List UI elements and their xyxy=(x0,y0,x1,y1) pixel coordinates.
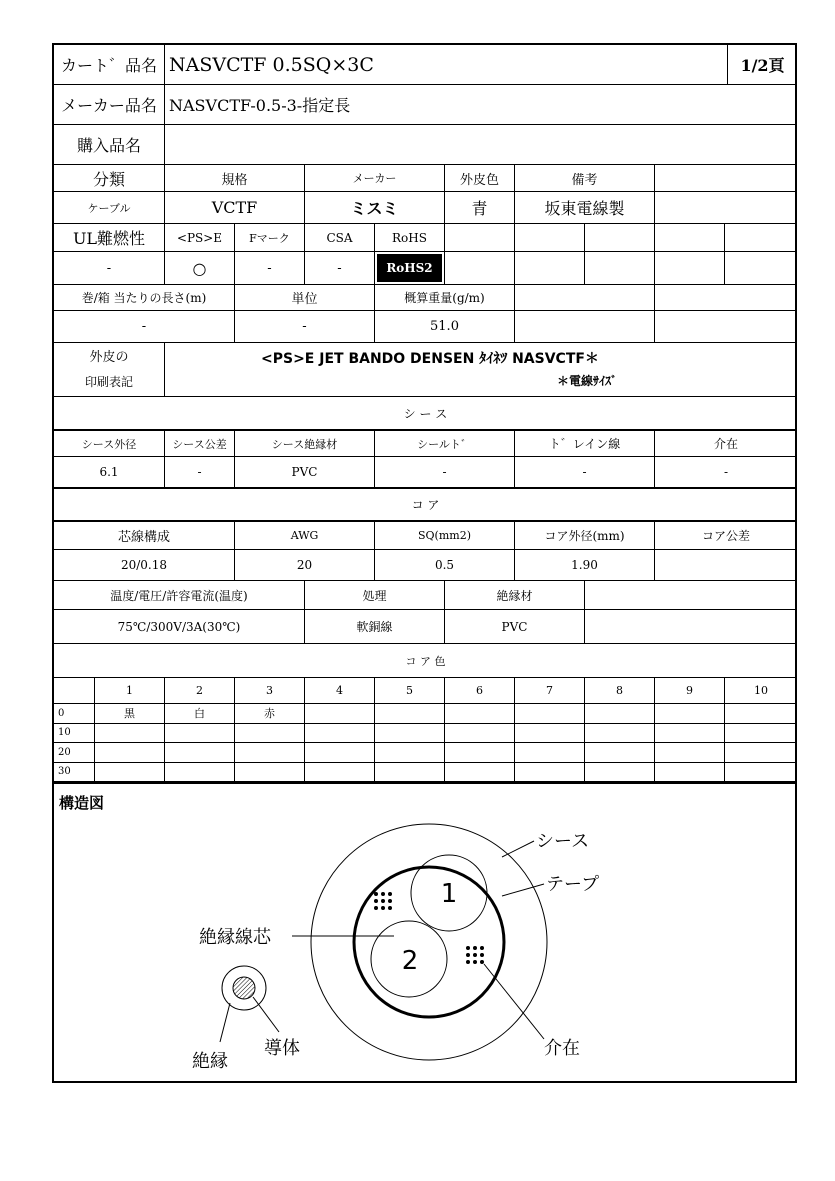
color-col-header: 4 xyxy=(305,678,375,704)
color-cell xyxy=(515,724,585,744)
reel-header-blank-2 xyxy=(655,285,797,311)
conductor-callout: 導体 xyxy=(264,1038,300,1059)
maker-name-value: NASVCTF-0.5-3-指定長 xyxy=(165,85,797,125)
color-cell xyxy=(235,724,305,744)
card-name-value: NASVCTF 0.5SQ×3C xyxy=(165,45,728,85)
core-1-label: 1 xyxy=(440,879,458,909)
print-marking-line1: <PS>E JET BANDO DENSEN ﾀｲﾈﾂ NASVCTF＊ xyxy=(261,350,599,367)
std-value-blank-3 xyxy=(585,252,655,285)
std-value-blank-4 xyxy=(655,252,725,285)
filler-callout: 介在 xyxy=(544,1038,580,1059)
core-header-sq: SQ(mm2) xyxy=(375,522,515,550)
core-value-od: 1.90 xyxy=(515,550,655,581)
std-header-rohs: RoHS xyxy=(375,224,445,252)
color-col-header: 3 xyxy=(235,678,305,704)
core-section-title: コ ア xyxy=(54,488,797,522)
color-cell xyxy=(585,704,655,724)
color-cell xyxy=(585,743,655,763)
color-grid-corner xyxy=(54,678,95,704)
rating-header-blank xyxy=(585,581,797,610)
print-marking-line2: ＊電線ｻｲｽﾞ xyxy=(557,373,618,388)
sheath-value-filler: - xyxy=(655,457,797,488)
color-col-header: 7 xyxy=(515,678,585,704)
rohs2-badge: RoHS2 xyxy=(377,254,442,282)
color-cell xyxy=(585,724,655,744)
std-header-blank-2 xyxy=(515,224,585,252)
std-value-fmark: - xyxy=(235,252,305,285)
rating-value-temp: 75℃/300V/3A(30℃) xyxy=(54,610,305,644)
rating-value-insulation: PVC xyxy=(445,610,585,644)
color-cell xyxy=(305,743,375,763)
insulated-core-callout: 絶縁線芯 xyxy=(199,927,271,948)
color-cell xyxy=(445,724,515,744)
sheath-leader xyxy=(502,841,534,857)
color-cell xyxy=(515,743,585,763)
color-cell xyxy=(725,763,797,783)
maker-name-label: メーカー品名 xyxy=(54,85,165,125)
structure-diagram-title: 構造図 xyxy=(59,794,105,812)
core-value-sq: 0.5 xyxy=(375,550,515,581)
core-header-strand: 芯線構成 xyxy=(54,522,235,550)
reel-header-blank-1 xyxy=(515,285,655,311)
sheath-value-shield: - xyxy=(375,457,515,488)
color-cell xyxy=(655,763,725,783)
color-col-header: 6 xyxy=(445,678,515,704)
color-row-label: 0 xyxy=(54,704,95,724)
color-col-header: 10 xyxy=(725,678,797,704)
reel-value-blank-2 xyxy=(655,311,797,343)
core-value-awg: 20 xyxy=(235,550,375,581)
color-cell xyxy=(445,704,515,724)
color-cell xyxy=(655,743,725,763)
std-header-fmark: Fマーク xyxy=(235,224,305,252)
std-header-blank-1 xyxy=(445,224,515,252)
color-cell xyxy=(445,763,515,783)
reel-value-blank-1 xyxy=(515,311,655,343)
std-value-rohs-cell xyxy=(375,252,445,285)
spec-value-category: ケーブル xyxy=(54,192,165,224)
color-col-header: 9 xyxy=(655,678,725,704)
rating-value-blank xyxy=(585,610,797,644)
reel-value-weight: 51.0 xyxy=(375,311,515,343)
std-header-ul: UL難燃性 xyxy=(54,224,165,252)
sheath-header-od: シース外径 xyxy=(54,431,165,457)
color-cell xyxy=(515,704,585,724)
color-cell xyxy=(235,763,305,783)
spec-value-blank xyxy=(655,192,797,224)
std-value-pse: ○ xyxy=(165,252,235,285)
insulation-callout: 絶縁 xyxy=(192,1051,228,1072)
color-cell xyxy=(305,704,375,724)
tape-circle xyxy=(354,867,504,1017)
color-cell xyxy=(165,743,235,763)
tape-leader xyxy=(502,884,544,896)
color-cell xyxy=(515,763,585,783)
color-cell xyxy=(725,743,797,763)
reel-value-length: - xyxy=(54,311,235,343)
spec-header-sheath-color: 外皮色 xyxy=(445,165,515,192)
sheath-header-insulation: シース絶縁材 xyxy=(235,431,375,457)
std-value-blank-2 xyxy=(515,252,585,285)
color-cell xyxy=(375,724,445,744)
spec-value-maker: ミスミ xyxy=(305,192,445,224)
color-cell xyxy=(445,743,515,763)
std-header-pse: <PS>E xyxy=(165,224,235,252)
sheath-header-filler: 介在 xyxy=(655,431,797,457)
spec-value-sheath-color: 青 xyxy=(445,192,515,224)
std-value-csa: - xyxy=(305,252,375,285)
reel-value-unit: - xyxy=(235,311,375,343)
cable-cross-section xyxy=(54,784,795,1083)
color-col-header: 1 xyxy=(95,678,165,704)
sheath-value-insulation: PVC xyxy=(235,457,375,488)
sheath-section-title: シ ー ス xyxy=(54,397,797,431)
sheath-header-tolerance: シース公差 xyxy=(165,431,235,457)
color-row-label: 30 xyxy=(54,763,95,783)
purchase-name-label: 購入品名 xyxy=(54,125,165,165)
rating-value-process: 軟銅線 xyxy=(305,610,445,644)
print-label-line1: 外皮の xyxy=(89,349,129,365)
sheath-callout: シース xyxy=(536,831,590,852)
color-cell xyxy=(235,743,305,763)
tape-callout: テープ xyxy=(546,874,600,895)
color-col-header: 8 xyxy=(585,678,655,704)
page-number: 1/2頁 xyxy=(728,45,797,85)
color-cell xyxy=(375,763,445,783)
color-cell xyxy=(375,704,445,724)
sheath-value-tolerance: - xyxy=(165,457,235,488)
core-2-label: 2 xyxy=(401,946,419,976)
insulation-leader xyxy=(220,1003,230,1042)
spec-header-blank xyxy=(655,165,797,192)
color-cell xyxy=(165,763,235,783)
core-value-tolerance xyxy=(655,550,797,581)
reel-header-unit: 単位 xyxy=(235,285,375,311)
purchase-name-value xyxy=(165,125,797,165)
core-value-strand: 20/0.18 xyxy=(54,550,235,581)
core-header-tolerance: コア公差 xyxy=(655,522,797,550)
color-cell xyxy=(305,724,375,744)
print-label-line2: 印刷表記 xyxy=(84,374,133,389)
reel-header-weight: 概算重量(g/m) xyxy=(375,285,515,311)
color-cell xyxy=(585,763,655,783)
color-cell: 赤 xyxy=(235,704,305,724)
rating-header-temp: 温度/電圧/許容電流(温度) xyxy=(54,581,305,610)
color-cell xyxy=(95,763,165,783)
filler-dots-right xyxy=(466,946,484,964)
filler-dots-left xyxy=(374,892,392,910)
color-cell: 黒 xyxy=(95,704,165,724)
core-header-od: コア外径(mm) xyxy=(515,522,655,550)
sheath-value-od: 6.1 xyxy=(54,457,165,488)
color-cell xyxy=(725,704,797,724)
std-header-blank-5 xyxy=(725,224,797,252)
spec-value-remarks: 坂東電線製 xyxy=(515,192,655,224)
color-cell: 白 xyxy=(165,704,235,724)
color-cell xyxy=(95,724,165,744)
print-label xyxy=(54,343,165,397)
sheath-header-drain: ト゛レイン線 xyxy=(515,431,655,457)
std-header-blank-3 xyxy=(585,224,655,252)
std-header-csa: CSA xyxy=(305,224,375,252)
sheath-circle xyxy=(311,824,547,1060)
conductor-circle xyxy=(233,977,255,999)
spec-header-maker: メーカー xyxy=(305,165,445,192)
std-value-blank-5 xyxy=(725,252,797,285)
core-color-title: コ ア 色 xyxy=(54,644,797,678)
color-cell xyxy=(95,743,165,763)
std-value-ul: - xyxy=(54,252,165,285)
spec-sheet xyxy=(52,43,797,1083)
std-value-blank-1 xyxy=(445,252,515,285)
color-cell xyxy=(375,743,445,763)
conductor-leader xyxy=(253,997,279,1032)
filler-leader xyxy=(484,964,544,1039)
color-cell xyxy=(305,763,375,783)
color-cell xyxy=(725,724,797,744)
color-cell xyxy=(655,724,725,744)
color-col-header: 2 xyxy=(165,678,235,704)
spec-value-standard: VCTF xyxy=(165,192,305,224)
spec-header-standard: 規格 xyxy=(165,165,305,192)
color-col-header: 5 xyxy=(375,678,445,704)
color-row-label: 10 xyxy=(54,724,95,744)
structure-diagram xyxy=(54,782,795,1083)
spec-header-category: 分類 xyxy=(54,165,165,192)
sheath-header-shield: シールト゛ xyxy=(375,431,515,457)
print-marking xyxy=(165,343,797,397)
card-name-label: カート゛品名 xyxy=(54,45,165,85)
color-cell xyxy=(655,704,725,724)
core-header-awg: AWG xyxy=(235,522,375,550)
rating-header-process: 処理 xyxy=(305,581,445,610)
color-row-label: 20 xyxy=(54,743,95,763)
sheath-value-drain: - xyxy=(515,457,655,488)
std-header-blank-4 xyxy=(655,224,725,252)
rating-header-insulation: 絶縁材 xyxy=(445,581,585,610)
reel-header-length: 巻/箱 当たりの長さ(m) xyxy=(54,285,235,311)
spec-header-remarks: 備考 xyxy=(515,165,655,192)
color-cell xyxy=(165,724,235,744)
